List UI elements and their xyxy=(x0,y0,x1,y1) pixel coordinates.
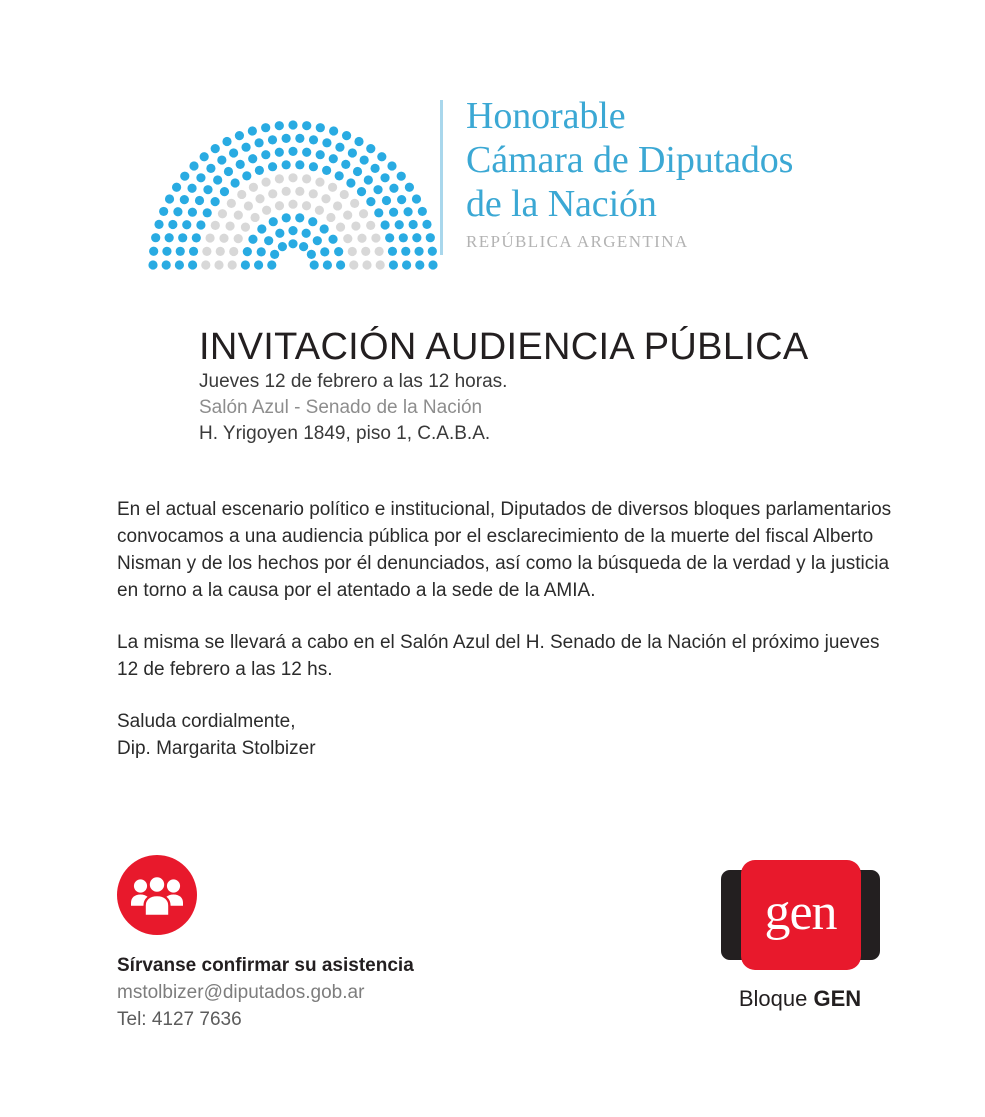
gen-bloc-block xyxy=(700,860,900,1012)
wordmark-line-3: de la Nación xyxy=(466,183,657,225)
event-venue: Salón Azul - Senado de la Nación xyxy=(199,397,483,418)
gen-caption xyxy=(700,986,900,1012)
title-block xyxy=(199,325,899,447)
letter-paragraph-2: La misma se llevará a cabo en el Salón Azul del H. Senado de la Nación el próximo jueves 12 de febrero a las 12 hs. xyxy=(117,632,880,680)
letter-signature: Dip. Margarita Stolbizer xyxy=(117,738,316,759)
gen-logo-text: gen xyxy=(764,884,837,941)
wordmark-line-1: Honorable xyxy=(466,95,626,137)
wordmark-line-2: Cámara de Diputados xyxy=(466,139,794,181)
rsvp-heading: Sírvanse confirmar su asistencia xyxy=(117,955,414,976)
letter-closing: Saluda cordialmente, xyxy=(117,711,296,732)
rsvp-email[interactable]: mstolbizer@diputados.gob.ar xyxy=(117,982,365,1003)
event-date: Jueves 12 de febrero a las 12 horas. xyxy=(199,371,508,392)
letter-paragraph-1: En el actual escenario político e institucional, Diputados de diversos bloques parlamentarios convocamos a una audiencia pública por el esclarecimiento de la muerte del fiscal Alberto Nisman y de los hechos por él denunciados, así como la búsqueda de la verdad y la justicia en torno a la causa por el atentado a la sede de la AMIA. xyxy=(117,499,892,601)
letter-body xyxy=(117,496,899,762)
rsvp-text xyxy=(117,952,457,1033)
wordmark-subline: REPÚBLICA ARGENTINA xyxy=(466,232,689,251)
gen-logo-plate xyxy=(741,860,861,970)
gen-logo xyxy=(713,860,888,970)
rsvp-phone: Tel: 4127 7636 xyxy=(117,1009,242,1030)
page-title: INVITACIÓN AUDIENCIA PÚBLICA xyxy=(199,326,809,368)
event-address: H. Yrigoyen 1849, piso 1, C.A.B.A. xyxy=(199,423,491,444)
gen-caption-bold: GEN xyxy=(813,986,862,1011)
gen-caption-prefix: Bloque xyxy=(738,986,814,1011)
hemicycle-dots-icon xyxy=(148,82,438,272)
institutional-header xyxy=(0,72,985,282)
rsvp-block xyxy=(117,855,457,1033)
logo-wordmark xyxy=(466,94,886,252)
logo-divider xyxy=(440,100,443,255)
people-group-icon xyxy=(131,874,183,916)
rsvp-badge xyxy=(117,855,197,935)
